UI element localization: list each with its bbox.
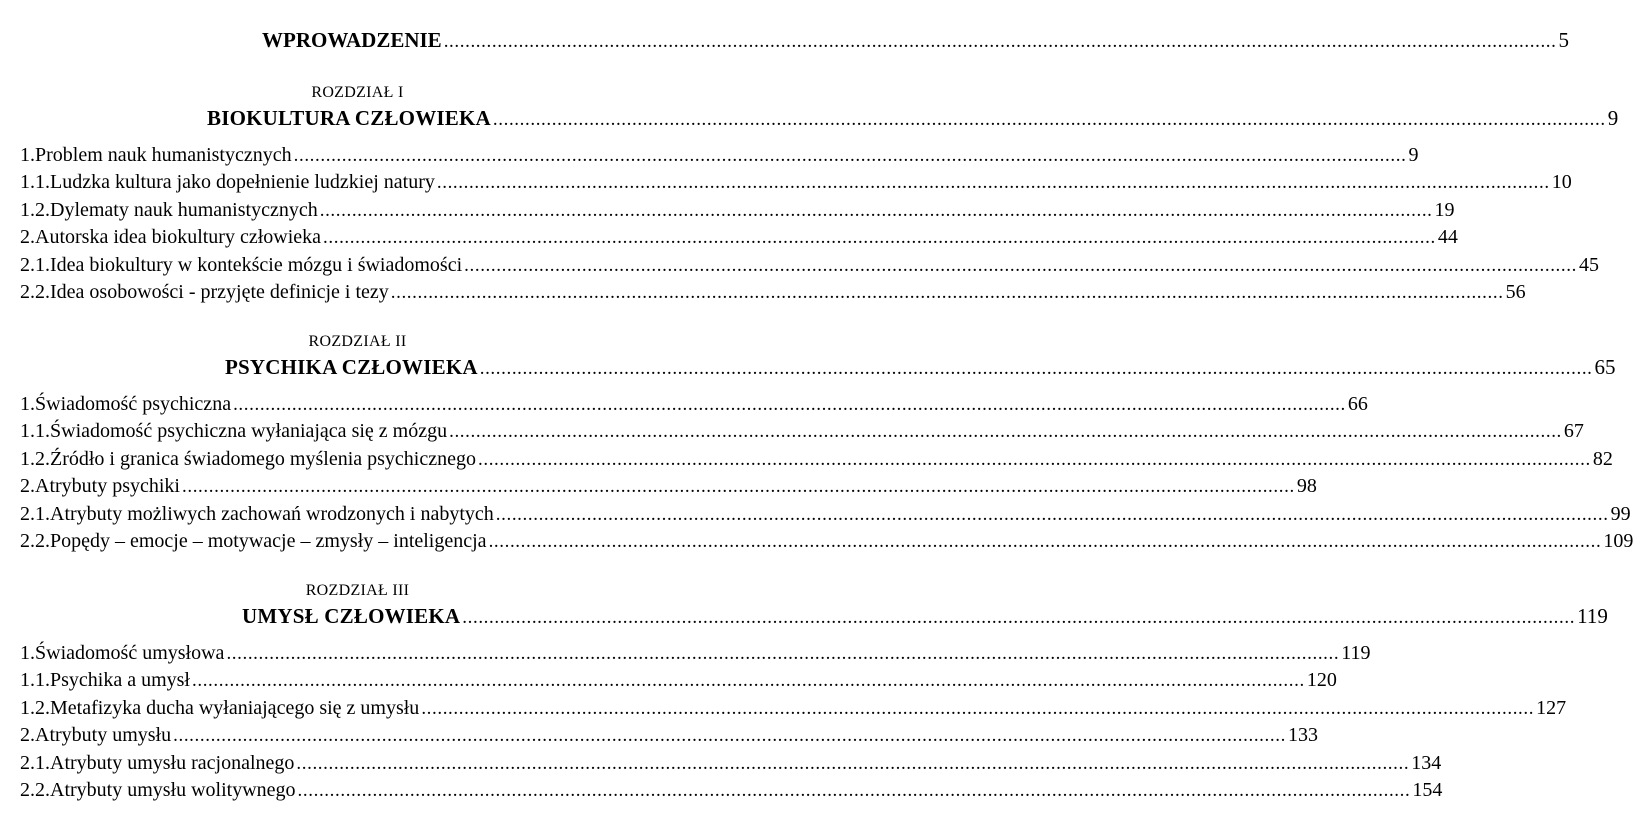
toc-entry: 2.1. Idea biokultury w kontekście mózgu i świadomości ..... 45 [20, 254, 694, 280]
entry-number: 1.1. [20, 171, 50, 194]
dot-leader [464, 254, 1577, 277]
dot-leader [421, 697, 1534, 720]
dot-leader [437, 171, 1550, 194]
entry-number: 2.1. [20, 253, 50, 276]
toc-entry: 2.2. Popędy – emocje – motywacje – zmysły – inteligencja ..... 109 [20, 530, 694, 556]
chapter-heading-line [207, 106, 1619, 134]
entry-number: 2.1. [20, 751, 50, 774]
entry-number: 2. [20, 226, 35, 249]
chapter-title: UMYSŁ CZŁOWIEKA [242, 604, 461, 628]
dot-leader [323, 226, 1436, 249]
toc-entry: 2.1. Atrybuty umysłu racjonalnego ..... 134 [20, 752, 694, 778]
chapter-title: PSYCHIKA CZŁOWIEKA [225, 355, 478, 379]
toc-entry: 1.1. Ludzka kultura jako dopełnienie ludzkiej natury ..... 10 [20, 171, 694, 197]
entry-title: Psychika a umysł [50, 669, 190, 692]
entry-title: Ludzka kultura jako dopełnienie ludzkiej natury [50, 171, 435, 194]
toc-intro-line [262, 28, 1570, 56]
chapter-title: BIOKULTURA CZŁOWIEKA [207, 106, 491, 130]
dot-leader [173, 724, 1286, 747]
chapter-page-number: 119 [1577, 604, 1608, 628]
toc-entry: 2.2. Atrybuty umysłu wolitywnego ..... 154 [20, 779, 694, 805]
entry-title: Świadomość psychiczna wyłaniająca się z mózgu [50, 420, 448, 443]
entry-title: Świadomość umysłowa [35, 642, 225, 664]
entry-title: Atrybuty umysłu wolitywnego [50, 779, 296, 801]
entry-title: Atrybuty umysłu [35, 724, 172, 747]
entry-number: 1.2. [20, 198, 50, 221]
entry-title: Dylematy nauk humanistycznych [50, 198, 318, 221]
entry-number: 1.2. [20, 696, 50, 719]
dot-leader [489, 530, 1602, 553]
dot-leader [298, 779, 1411, 802]
entry-title: Atrybuty psychiki [35, 475, 180, 498]
intro-title: WPROWADZENIE [262, 28, 442, 52]
toc-entry: 2.1. Atrybuty możliwych zachowań wrodzonych i nabytych ..... 99 [20, 503, 694, 529]
entry-title: Idea biokultury w kontekście mózgu i świadomości [50, 253, 463, 276]
chapter-page-number: 65 [1594, 355, 1616, 379]
dot-leader [182, 475, 1295, 498]
dot-leader [493, 109, 1606, 131]
toc-entry: 1. Świadomość psychiczna ..... 66 [20, 393, 694, 419]
chapter-page-number: 9 [1607, 106, 1619, 130]
entry-number: 1. [20, 144, 35, 166]
dot-leader [320, 199, 1433, 222]
chapter-heading-line [242, 604, 1608, 632]
toc-entry: 1.1. Psychika a umysł ..... 120 [20, 669, 694, 695]
entry-title: Popędy – emocje – motywacje – zmysły – inteligencja [50, 530, 487, 552]
dot-leader [480, 358, 1593, 380]
dot-leader [449, 420, 1562, 443]
toc-entry: 1. Problem nauk humanistycznych ..... 9 [20, 144, 694, 170]
toc-entry: 2. Autorska idea biokultury człowieka ..... 44 [20, 226, 694, 252]
toc-entry: 2.2. Idea osobowości - przyjęte definicje i tezy ..... 56 [20, 281, 694, 307]
entry-title: Atrybuty umysłu racjonalnego [50, 751, 295, 774]
intro-page-number: 5 [1558, 28, 1570, 52]
entry-number: 1.1. [20, 420, 50, 443]
dot-leader [444, 31, 1557, 53]
dot-leader [294, 144, 1407, 167]
entry-title: Świadomość psychiczna [35, 393, 232, 415]
toc-entry: 1.2. Źródło i granica świadomego myślenia psychicznego ..... 82 [20, 448, 694, 474]
entry-title: Źródło i granica świadomego myślenia psychicznego [50, 447, 476, 470]
dot-leader [233, 393, 1346, 416]
entry-number: 2.2. [20, 281, 50, 303]
entry-number: 2.2. [20, 530, 50, 552]
toc-entry: 1.2. Dylematy nauk humanistycznych ..... 19 [20, 199, 694, 225]
chapter-label: ROZDZIAŁ I [311, 84, 404, 101]
toc-entry: 2. Atrybuty psychiki ..... 98 [20, 475, 694, 501]
chapter-heading-line [225, 355, 1616, 383]
entry-number: 1. [20, 642, 35, 664]
dot-leader [496, 503, 1609, 526]
dot-leader [192, 669, 1305, 692]
chapter-label: ROZDZIAŁ II [308, 333, 407, 350]
dot-leader [478, 448, 1591, 471]
entry-number: 1. [20, 393, 35, 415]
entry-title: Metafizyka ducha wyłaniającego się z umysłu [50, 696, 420, 719]
entry-title: Atrybuty możliwych zachowań wrodzonych i nabytych [50, 502, 494, 525]
dot-leader [462, 607, 1575, 629]
entry-number: 1.2. [20, 447, 50, 470]
dot-leader [296, 752, 1409, 775]
toc-entry: 1. Świadomość umysłowa ..... 119 [20, 642, 694, 668]
entry-number: 2. [20, 475, 35, 498]
chapter-label: ROZDZIAŁ III [305, 582, 410, 599]
toc-entry: 2. Atrybuty umysłu ..... 133 [20, 724, 694, 750]
entry-number: 2. [20, 724, 35, 747]
dot-leader [391, 281, 1504, 304]
entry-title: Autorska idea biokultury człowieka [35, 226, 322, 249]
toc-entry: 1.1. Świadomość psychiczna wyłaniająca się z mózgu ..... 67 [20, 420, 694, 446]
entry-number: 1.1. [20, 669, 50, 692]
entry-title: Idea osobowości - przyjęte definicje i tezy [50, 281, 389, 303]
toc-entry: 1.2. Metafizyka ducha wyłaniającego się z umysłu ..... 127 [20, 697, 694, 723]
entry-number: 2.1. [20, 502, 50, 525]
entry-title: Problem nauk humanistycznych [35, 144, 292, 166]
dot-leader [226, 642, 1339, 665]
entry-number: 2.2. [20, 779, 50, 801]
